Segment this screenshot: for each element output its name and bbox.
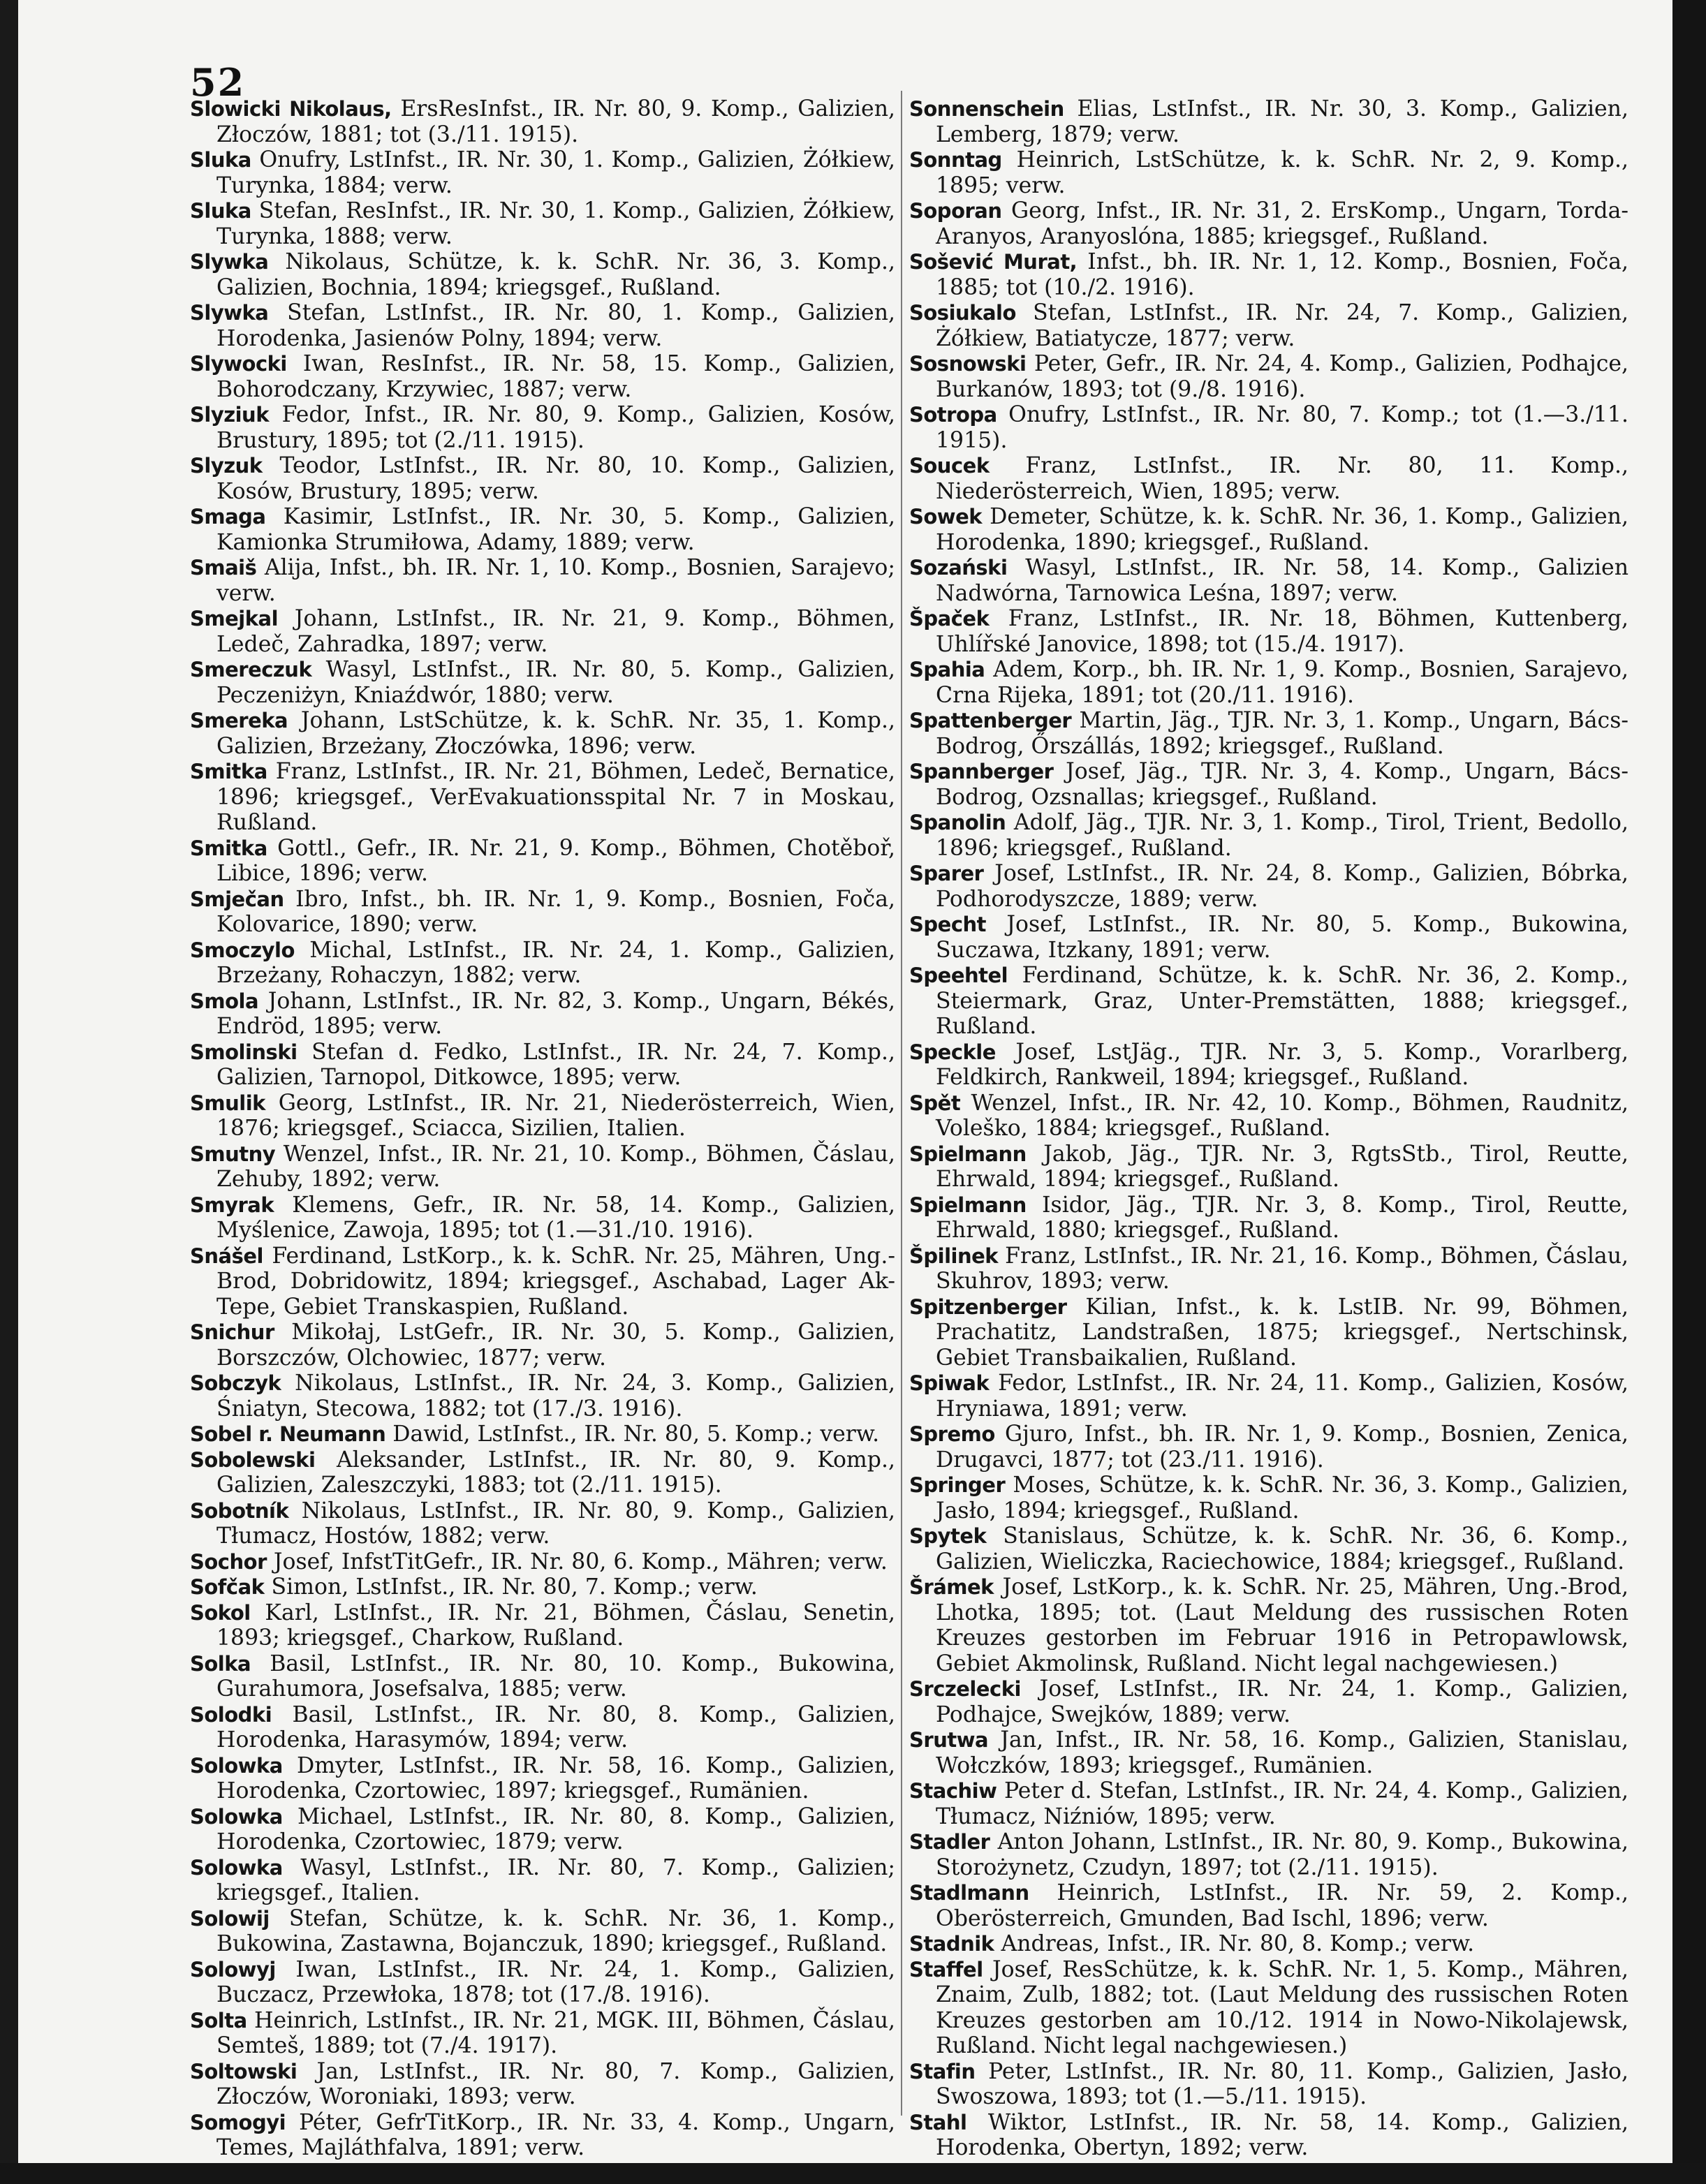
entry-surname: Smyrak xyxy=(190,1193,274,1217)
register-entry xyxy=(190,836,895,887)
entry-details: Infst., bh. IR. Nr. 1, 12. Komp., Bosnien, Foča, 1885; tot (10./2. 1916). xyxy=(936,249,1628,300)
register-entry xyxy=(190,1855,895,1906)
entry-details: Basil, LstInfst., IR. Nr. 80, 8. Komp., Galizien, Horodenka, Harasymów, 1894; verw. xyxy=(216,1702,895,1753)
register-entry xyxy=(190,1091,895,1142)
entry-details: Onufry, LstInfst., IR. Nr. 30, 1. Komp., Galizien, Żółkiew, Turynka, 1884; verw. xyxy=(216,147,895,198)
entry-details: Nikolaus, Schütze, k. k. SchR. Nr. 36, 3. Komp., Galizien, Bochnia, 1894; kriegsgef., Rußland. xyxy=(216,249,895,300)
entry-details: Franz, LstInfst., IR. Nr. 21, 16. Komp., Böhmen, Čáslau, Skuhrov, 1893; verw. xyxy=(936,1243,1628,1294)
entry-surname: Solowka xyxy=(190,1804,283,1829)
entry-surname: Sochor xyxy=(190,1549,267,1574)
entry-details: Franz, LstInfst., IR. Nr. 18, Böhmen, Kuttenberg, Uhlířské Janovice, 1898; tot (15./4. 1917). xyxy=(936,606,1628,657)
right-column xyxy=(909,96,1628,2161)
entry-details: Wasyl, LstInfst., IR. Nr. 58, 14. Komp., Galizien Nadwórna, Tarnowica Leśna, 1897; verw. xyxy=(936,555,1628,606)
register-entry xyxy=(190,1957,895,2008)
entry-surname: Smitka xyxy=(190,836,267,860)
entry-details: Heinrich, LstInfst., IR. Nr. 21, MGK. III, Böhmen, Čáslau, Semteš, 1889; tot (7./4. 1917). xyxy=(216,2007,895,2058)
register-entry xyxy=(190,1549,895,1575)
entry-surname: Snichur xyxy=(190,1320,274,1344)
register-entry xyxy=(190,759,895,836)
entry-details: Jan, Infst., IR. Nr. 58, 16. Komp., Galizien, Stanislau, Wołczków, 1893; kriegsgef., Rumänien. xyxy=(936,1727,1628,1778)
register-entry xyxy=(909,351,1628,402)
scan-border-right xyxy=(1672,0,1706,2184)
entry-surname: Spannberger xyxy=(909,760,1054,783)
entry-details: Gottl., Gefr., IR. Nr. 21, 9. Komp., Böhmen, Chotěboř, Libice, 1896; verw. xyxy=(216,835,895,886)
entry-surname: Stadnik xyxy=(909,1932,994,1956)
register-entry xyxy=(909,1422,1628,1473)
entry-surname: Staffel xyxy=(909,1957,983,1982)
register-entry xyxy=(190,1320,895,1371)
register-entry xyxy=(909,504,1628,555)
entry-details: Martin, Jäg., TJR. Nr. 3, 1. Komp., Ungarn, Bács-Bodrog, Őrszállás, 1892; kriegsgef., Rußland. xyxy=(936,708,1628,759)
entry-surname: Špilinek xyxy=(909,1244,999,1268)
entry-surname: Smereka xyxy=(190,709,288,732)
register-entry xyxy=(190,1371,895,1422)
register-entry xyxy=(909,759,1628,810)
entry-surname: Srutwa xyxy=(909,1728,989,1752)
entry-details: Péter, GefrTitKorp., IR. Nr. 33, 4. Komp., Ungarn, Temes, Majláthfalva, 1891; verw. xyxy=(216,2109,895,2160)
entry-surname: Solowij xyxy=(190,1906,270,1931)
register-entry xyxy=(190,1040,895,1091)
entry-surname: Šrámek xyxy=(909,1575,994,1599)
entry-details: Isidor, Jäg., TJR. Nr. 3, 8. Komp., Tirol, Reutte, Ehrwald, 1880; kriegsgef., Rußland. xyxy=(936,1192,1628,1243)
entry-details: Wenzel, Infst., IR. Nr. 21, 10. Komp., Böhmen, Čáslau, Zehuby, 1892; verw. xyxy=(216,1141,895,1192)
entry-surname: Sofčak xyxy=(190,1575,265,1599)
register-entry xyxy=(190,1574,895,1600)
entry-surname: Snášel xyxy=(190,1244,263,1268)
entry-details: Ibro, Infst., bh. IR. Nr. 1, 9. Komp., Bosnien, Foča, Kolovarice, 1890; verw. xyxy=(216,886,895,937)
entry-details: Stefan, ResInfst., IR. Nr. 30, 1. Komp., Galizien, Żółkiew, Turynka, 1888; verw. xyxy=(216,198,895,249)
column-divider xyxy=(901,91,902,2116)
register-entry xyxy=(190,1447,895,1498)
entry-surname: Spytek xyxy=(909,1524,987,1548)
entry-surname: Smaiš xyxy=(190,556,257,580)
register-entry xyxy=(909,810,1628,861)
entry-surname: Slyziuk xyxy=(190,403,269,427)
register-entry xyxy=(190,1702,895,1753)
entry-surname: Slywocki xyxy=(190,352,287,376)
entry-surname: Smječan xyxy=(190,887,284,911)
entry-surname: Špaček xyxy=(909,607,990,630)
register-entry xyxy=(909,1193,1628,1244)
entry-surname: Spielmann xyxy=(909,1193,1027,1217)
entry-details: Kasimir, LstInfst., IR. Nr. 30, 5. Komp., Galizien, Kamionka Strumiłowa, Adamy, 1889; verw. xyxy=(216,504,895,555)
register-entry xyxy=(190,1142,895,1193)
entry-surname: Spremo xyxy=(909,1422,995,1446)
register-entry xyxy=(909,1931,1628,1957)
entry-surname: Smaga xyxy=(190,505,266,529)
entry-details: Wenzel, Infst., IR. Nr. 42, 10. Komp., Böhmen, Raudnitz, Voleško, 1884; kriegsgef., Rußland. xyxy=(936,1090,1628,1141)
entry-surname: Spiwak xyxy=(909,1371,990,1395)
entry-details: Peter, Gefr., IR. Nr. 24, 4. Komp., Galizien, Podhajce, Burkanów, 1893; tot (9./8. 1916). xyxy=(936,351,1628,402)
entry-details: Klemens, Gefr., IR. Nr. 58, 14. Komp., Galizien, Myślenice, Zawoja, 1895; tot (1.—31./10. 1916). xyxy=(216,1192,895,1243)
entry-surname: Smulik xyxy=(190,1091,265,1115)
entry-surname: Solka xyxy=(190,1651,251,1676)
entry-surname: Soporan xyxy=(909,199,1002,223)
entry-details: Ferdinand, LstKorp., k. k. SchR. Nr. 25, Mähren, Ung.-Brod, Dobridowitz, 1894; kriegsgef., Aschabad, Lager Ak-Tepe, Gebiet Transkaspien, Rußland. xyxy=(216,1243,895,1320)
scan-border-bottom xyxy=(0,2163,1706,2184)
register-entry xyxy=(909,402,1628,453)
register-entry xyxy=(190,1498,895,1549)
register-entry xyxy=(909,1778,1628,1829)
entry-surname: Solowka xyxy=(190,1855,283,1880)
entry-details: Elias, LstInfst., IR. Nr. 30, 3. Komp., Galizien, Lemberg, 1879; verw. xyxy=(936,96,1628,147)
entry-details: Alija, Infst., bh. IR. Nr. 1, 10. Komp., Bosnien, Sarajevo; verw. xyxy=(216,555,895,606)
entry-surname: Smolinski xyxy=(190,1040,297,1064)
entry-details: Nikolaus, LstInfst., IR. Nr. 24, 3. Komp., Galizien, Śniatyn, Stecowa, 1882; tot (17./3. 1916). xyxy=(216,1371,895,1422)
entry-details: Heinrich, LstInfst., IR. Nr. 59, 2. Komp., Oberösterreich, Gmunden, Bad Ischl, 1896; verw. xyxy=(936,1880,1628,1931)
register-entry xyxy=(190,887,895,938)
register-entry xyxy=(909,1244,1628,1294)
entry-details: Kilian, Infst., k. k. LstIB. Nr. 99, Böhmen, Prachatitz, Landstraßen, 1875; kriegsgef., Nertschinsk, Gebiet Transbaikalien, Rußland. xyxy=(936,1294,1628,1371)
entry-details: Teodor, LstInfst., IR. Nr. 80, 10. Komp., Galizien, Kosów, Brustury, 1895; verw. xyxy=(216,453,895,504)
entry-surname: Solowka xyxy=(190,1753,283,1778)
entry-details: Iwan, LstInfst., IR. Nr. 24, 1. Komp., Galizien, Buczacz, Przewłoka, 1878; tot (17./8. 1916). xyxy=(216,1956,895,2007)
entry-surname: Solowyj xyxy=(190,1957,276,1982)
entry-details: Michael, LstInfst., IR. Nr. 80, 8. Komp., Galizien, Horodenka, Czortowiec, 1879; verw. xyxy=(216,1803,895,1854)
entry-surname: Stadler xyxy=(909,1830,990,1854)
register-entry xyxy=(909,147,1628,198)
entry-surname: Slywka xyxy=(190,250,269,274)
entry-surname: Sosnowski xyxy=(909,352,1027,376)
register-entry xyxy=(909,1294,1628,1371)
register-entry xyxy=(909,198,1628,249)
entry-details: Fedor, Infst., IR. Nr. 80, 9. Komp., Galizien, Kosów, Brustury, 1895; tot (2./11. 1915). xyxy=(216,402,895,453)
entry-surname: Sowek xyxy=(909,505,983,529)
entry-surname: Sobolewski xyxy=(190,1447,316,1472)
register-entry xyxy=(909,2110,1628,2161)
entry-details: Adolf, Jäg., TJR. Nr. 3, 1. Komp., Tirol, Trient, Bedollo, 1896; kriegsgef., Rußland. xyxy=(936,810,1628,861)
entry-surname: Sparer xyxy=(909,862,984,885)
register-entry xyxy=(909,1473,1628,1523)
register-entry xyxy=(190,989,895,1040)
entry-surname: Smutny xyxy=(190,1142,276,1166)
entry-details: Stefan d. Fedko, LstInfst., IR. Nr. 24, 7. Komp., Galizien, Tarnopol, Ditkowce, 1895; verw. xyxy=(216,1039,895,1090)
entry-surname: Spanolin xyxy=(909,811,1006,834)
register-entry xyxy=(190,657,895,708)
entry-surname: Smoczylo xyxy=(190,938,295,962)
entry-surname: Sonntag xyxy=(909,148,1002,172)
register-entry xyxy=(190,1193,895,1244)
register-entry xyxy=(909,453,1628,504)
entry-surname: Somogyi xyxy=(190,2110,286,2134)
entry-surname: Sotropa xyxy=(909,403,997,427)
entry-details: Mikołaj, LstGefr., IR. Nr. 30, 5. Komp., Galizien, Borszczów, Olchowiec, 1877; verw. xyxy=(216,1320,895,1371)
entry-details: Josef, LstJäg., TJR. Nr. 3, 5. Komp., Vorarlberg, Feldkirch, Rankweil, 1894; kriegsgef., Rußland. xyxy=(936,1039,1628,1090)
entry-surname: Solodki xyxy=(190,1702,272,1727)
register-entry xyxy=(909,1727,1628,1778)
entry-details: Onufry, LstInfst., IR. Nr. 80, 7. Komp.; tot (1.—3./11. 1915). xyxy=(936,402,1628,453)
register-entry xyxy=(909,96,1628,147)
entry-surname: Stadlmann xyxy=(909,1881,1029,1905)
register-entry xyxy=(190,938,895,989)
entry-surname: Slywka xyxy=(190,301,269,325)
entry-surname: Sosiukalo xyxy=(909,301,1016,325)
entry-details: Nikolaus, LstInfst., IR. Nr. 80, 9. Komp., Galizien, Tłumacz, Hostów, 1882; verw. xyxy=(216,1498,895,1549)
entry-surname: Smereczuk xyxy=(190,658,312,681)
register-entry xyxy=(190,504,895,555)
entry-surname: Sobotník xyxy=(190,1498,289,1523)
register-entry xyxy=(190,1651,895,1702)
entry-surname: Sluka xyxy=(190,199,251,223)
entry-details: Georg, Infst., IR. Nr. 31, 2. ErsKomp., Ungarn, Torda-Aranyos, Aranyoslóna, 1885; kriegsgef., Rußland. xyxy=(936,198,1628,249)
entry-details: Aleksander, LstInfst., IR. Nr. 80, 9. Komp., Galizien, Zaleszczyki, 1883; tot (2./11. 1915). xyxy=(216,1447,895,1498)
entry-surname: Srczelecki xyxy=(909,1677,1021,1701)
left-column xyxy=(190,96,895,2161)
register-entry xyxy=(909,300,1628,351)
entry-details: Wiktor, LstInfst., IR. Nr. 58, 14. Komp., Galizien, Horodenka, Obertyn, 1892; verw. xyxy=(936,2109,1628,2160)
register-entry xyxy=(909,1371,1628,1422)
entry-surname: Sokol xyxy=(190,1600,251,1625)
entry-details: Moses, Schütze, k. k. SchR. Nr. 36, 3. Komp., Galizien, Jasło, 1894; kriegsgef., Rußland. xyxy=(936,1473,1628,1523)
entry-details: Andreas, Infst., IR. Nr. 80, 8. Komp.; verw. xyxy=(994,1931,1475,1956)
entry-details: Michal, LstInfst., IR. Nr. 24, 1. Komp., Galizien, Brzeżany, Rohaczyn, 1882; verw. xyxy=(216,937,895,988)
entry-details: Josef, LstInfst., IR. Nr. 24, 1. Komp., Galizien, Podhajce, Swejków, 1889; verw. xyxy=(936,1676,1628,1727)
entry-surname: Stahl xyxy=(909,2110,967,2134)
entry-surname: Speckle xyxy=(909,1040,996,1064)
entry-details: Basil, LstInfst., IR. Nr. 80, 10. Komp., Bukowina, Gurahumora, Josefsalva, 1885; verw. xyxy=(216,1651,895,1702)
entry-details: Peter, LstInfst., IR. Nr. 80, 11. Komp., Galizien, Jasło, Swoszowa, 1893; tot (1.—5./11. 1915). xyxy=(936,2058,1628,2109)
entry-details: Wasyl, LstInfst., IR. Nr. 80, 5. Komp., Galizien, Peczeniżyn, Kniaźdwór, 1880; verw. xyxy=(216,657,895,708)
register-entry xyxy=(909,2059,1628,2110)
entry-details: Josef, LstInfst., IR. Nr. 24, 8. Komp., Galizien, Bóbrka, Podhorodyszcze, 1889; verw. xyxy=(936,861,1628,912)
register-entry xyxy=(190,147,895,198)
entry-surname: Stafin xyxy=(909,2059,976,2083)
register-entry xyxy=(909,1574,1628,1676)
entry-surname: Specht xyxy=(909,913,987,936)
entry-surname: Soucek xyxy=(909,454,990,478)
register-entry xyxy=(909,1523,1628,1574)
entry-details: Peter d. Stefan, LstInfst., IR. Nr. 24, 4. Komp., Galizien, Tłumacz, Niźniów, 1895; verw. xyxy=(936,1778,1628,1829)
entry-details: Jan, LstInfst., IR. Nr. 80, 7. Komp., Galizien, Złoczów, Woroniaki, 1893; verw. xyxy=(216,2058,895,2109)
entry-surname: Sošević Murat, xyxy=(909,250,1078,274)
entry-surname: Spattenberger xyxy=(909,709,1072,732)
entry-details: Gjuro, Infst., bh. IR. Nr. 1, 9. Komp., Bosnien, Zenica, Drugavci, 1877; tot (23./11. 1916). xyxy=(936,1422,1628,1473)
entry-details: Johann, LstInfst., IR. Nr. 21, 9. Komp., Böhmen, Ledeč, Zahradka, 1897; verw. xyxy=(216,606,895,657)
register-entry xyxy=(190,453,895,504)
entry-details: Simon, LstInfst., IR. Nr. 80, 7. Komp.; verw. xyxy=(264,1574,758,1600)
entry-details: Josef, LstKorp., k. k. SchR. Nr. 25, Mähren, Ung.-Brod, Lhotka, 1895; tot. (Laut Meldung des russischen Roten Kreuzes gestorben im Februar 1916 in Petropawlowsk, Gebiet Akmolinsk, Rußland. Nicht legal nachgewiesen.) xyxy=(936,1574,1628,1676)
register-entry xyxy=(909,1880,1628,1931)
register-entry xyxy=(909,657,1628,708)
entry-surname: Sobel r. Neumann xyxy=(190,1422,386,1446)
entry-details: ErsResInfst., IR. Nr. 80, 9. Komp., Galizien, Złoczów, 1881; tot (3./11. 1915). xyxy=(216,96,895,147)
entry-details: Karl, LstInfst., IR. Nr. 21, Böhmen, Čáslau, Senetin, 1893; kriegsgef., Charkow, Rußland. xyxy=(216,1600,895,1651)
register-entry xyxy=(190,1804,895,1855)
register-entry xyxy=(190,1244,895,1320)
entry-surname: Solta xyxy=(190,2008,247,2032)
entry-details: Wasyl, LstInfst., IR. Nr. 80, 7. Komp., Galizien; kriegsgef., Italien. xyxy=(216,1854,895,1905)
entry-details: Josef, ResSchütze, k. k. SchR. Nr. 1, 5. Komp., Mähren, Znaim, Zulb, 1882; tot. (Laut Meldung des russischen Roten Kreuzes gestorben am 10./12. 1914 in Nowo-Nikolajewsk, Rußland. Nicht legal nachgewiesen.) xyxy=(936,1956,1628,2058)
entry-details: Dmyter, LstInfst., IR. Nr. 58, 16. Komp., Galizien, Horodenka, Czortowiec, 1897; kriegsgef., Rumänien. xyxy=(216,1753,895,1803)
register-entry xyxy=(909,1957,1628,2059)
entry-details: Adem, Korp., bh. IR. Nr. 1, 9. Komp., Bosnien, Sarajevo, Crna Rijeka, 1891; tot (20./11. 1916). xyxy=(936,657,1628,708)
register-entry xyxy=(909,963,1628,1040)
entry-details: Johann, LstSchütze, k. k. SchR. Nr. 35, 1. Komp., Galizien, Brzeżany, Złoczówka, 1896; verw. xyxy=(216,708,895,759)
register-entry xyxy=(909,708,1628,759)
entry-surname: Springer xyxy=(909,1473,1006,1497)
register-entry xyxy=(909,1142,1628,1193)
entry-surname: Spět xyxy=(909,1091,961,1115)
register-entry xyxy=(909,1040,1628,1091)
register-entry xyxy=(909,555,1628,606)
register-entry xyxy=(190,402,895,453)
entry-details: Johann, LstInfst., IR. Nr. 82, 3. Komp., Ungarn, Békés, Endröd, 1895; verw. xyxy=(216,988,895,1039)
register-entry xyxy=(909,861,1628,912)
entry-details: Josef, InfstTitGefr., IR. Nr. 80, 6. Komp., Mähren; verw. xyxy=(266,1549,888,1574)
page-number: 52 xyxy=(190,60,246,105)
entry-details: Stefan, LstInfst., IR. Nr. 80, 1. Komp., Galizien, Horodenka, Jasienów Polny, 1894; verw. xyxy=(216,300,895,351)
entry-surname: Smitka xyxy=(190,760,267,783)
register-entry xyxy=(909,606,1628,657)
register-entry xyxy=(190,2008,895,2059)
register-entry xyxy=(190,606,895,657)
register-entry xyxy=(190,1906,895,1957)
register-entry xyxy=(190,300,895,351)
entry-details: Georg, LstInfst., IR. Nr. 21, Niederösterreich, Wien, 1876; kriegsgef., Sciacca, Sizilien, Italien. xyxy=(216,1090,895,1141)
scan-border-left xyxy=(0,0,18,2184)
entry-details: Franz, LstInfst., IR. Nr. 21, Böhmen, Ledeč, Bernatice, 1896; kriegsgef., VerEvakuationsspital Nr. 7 in Moskau, Rußland. xyxy=(216,759,895,835)
entry-details: Stefan, Schütze, k. k. SchR. Nr. 36, 1. Komp., Bukowina, Zastawna, Bojanczuk, 1890; kriegsgef., Rußland. xyxy=(216,1905,895,1956)
entry-details: Josef, Jäg., TJR. Nr. 3, 4. Komp., Ungarn, Bács-Bodrog, Ozsnallas; kriegsgef., Rußland. xyxy=(936,759,1628,810)
register-entry xyxy=(190,708,895,759)
entry-surname: Spitzenberger xyxy=(909,1294,1067,1319)
entry-details: Stanislaus, Schütze, k. k. SchR. Nr. 36, 6. Komp., Galizien, Wieliczka, Raciechowice, 1884; kriegsgef., Rußland. xyxy=(936,1523,1628,1574)
entry-surname: Smola xyxy=(190,989,259,1013)
entry-details: Josef, LstInfst., IR. Nr. 80, 5. Komp., Bukowina, Suczawa, Itzkany, 1891; verw. xyxy=(936,912,1628,963)
entry-surname: Sobczyk xyxy=(190,1371,281,1395)
register-entry xyxy=(909,1091,1628,1142)
entry-details: Iwan, ResInfst., IR. Nr. 58, 15. Komp., Galizien, Bohorodczany, Krzywiec, 1887; verw. xyxy=(216,351,895,402)
entry-details: Dawid, LstInfst., IR. Nr. 80, 5. Komp.; verw. xyxy=(385,1422,880,1447)
entry-details: Jakob, Jäg., TJR. Nr. 3, RgtsStb., Tirol, Reutte, Ehrwald, 1894; kriegsgef., Rußland. xyxy=(936,1141,1628,1192)
entry-surname: Sonnenschein xyxy=(909,97,1064,121)
entry-surname: Soltowski xyxy=(190,2059,297,2083)
register-entry xyxy=(190,2110,895,2161)
entry-surname: Spielmann xyxy=(909,1142,1027,1166)
entry-details: Fedor, LstInfst., IR. Nr. 24, 11. Komp., Galizien, Kosów, Hryniawa, 1891; verw. xyxy=(936,1371,1628,1422)
register-entry xyxy=(190,2059,895,2110)
register-entry xyxy=(909,1829,1628,1880)
entry-surname: Slowicki Nikolaus, xyxy=(190,97,392,121)
entry-surname: Stachiw xyxy=(909,1779,997,1803)
entry-details: Ferdinand, Schütze, k. k. SchR. Nr. 36, 2. Komp., Steiermark, Graz, Unter-Premstätten, 1888; kriegsgef., Rußland. xyxy=(936,963,1628,1039)
register-entry xyxy=(190,1600,895,1651)
register-entry xyxy=(909,249,1628,300)
register-entry xyxy=(909,912,1628,963)
entry-surname: Sozański xyxy=(909,556,1008,580)
register-entry xyxy=(909,1676,1628,1727)
entry-surname: Speehtel xyxy=(909,964,1008,987)
register-entry xyxy=(190,249,895,300)
register-entry xyxy=(190,555,895,606)
entry-surname: Smejkal xyxy=(190,607,279,630)
entry-details: Heinrich, LstSchütze, k. k. SchR. Nr. 2, 9. Komp., 1895; verw. xyxy=(936,147,1628,198)
entry-surname: Sluka xyxy=(190,148,251,172)
register-entry xyxy=(190,1753,895,1804)
register-entry xyxy=(190,198,895,249)
entry-details: Anton Johann, LstInfst., IR. Nr. 80, 9. Komp., Bukowina, Storożynetz, Czudyn, 1897; tot (2./11. 1915). xyxy=(936,1829,1628,1880)
register-entry xyxy=(190,96,895,147)
register-entry xyxy=(190,1422,895,1447)
entry-surname: Spahia xyxy=(909,658,985,681)
entry-surname: Slyzuk xyxy=(190,454,263,478)
entry-details: Franz, LstInfst., IR. Nr. 80, 11. Komp., Niederösterreich, Wien, 1895; verw. xyxy=(936,453,1628,504)
entry-details: Stefan, LstInfst., IR. Nr. 24, 7. Komp., Galizien, Żółkiew, Batiatycze, 1877; verw. xyxy=(936,300,1628,351)
register-entry xyxy=(190,351,895,402)
entry-details: Demeter, Schütze, k. k. SchR. Nr. 36, 1. Komp., Galizien, Horodenka, 1890; kriegsgef., Rußland. xyxy=(936,504,1628,555)
